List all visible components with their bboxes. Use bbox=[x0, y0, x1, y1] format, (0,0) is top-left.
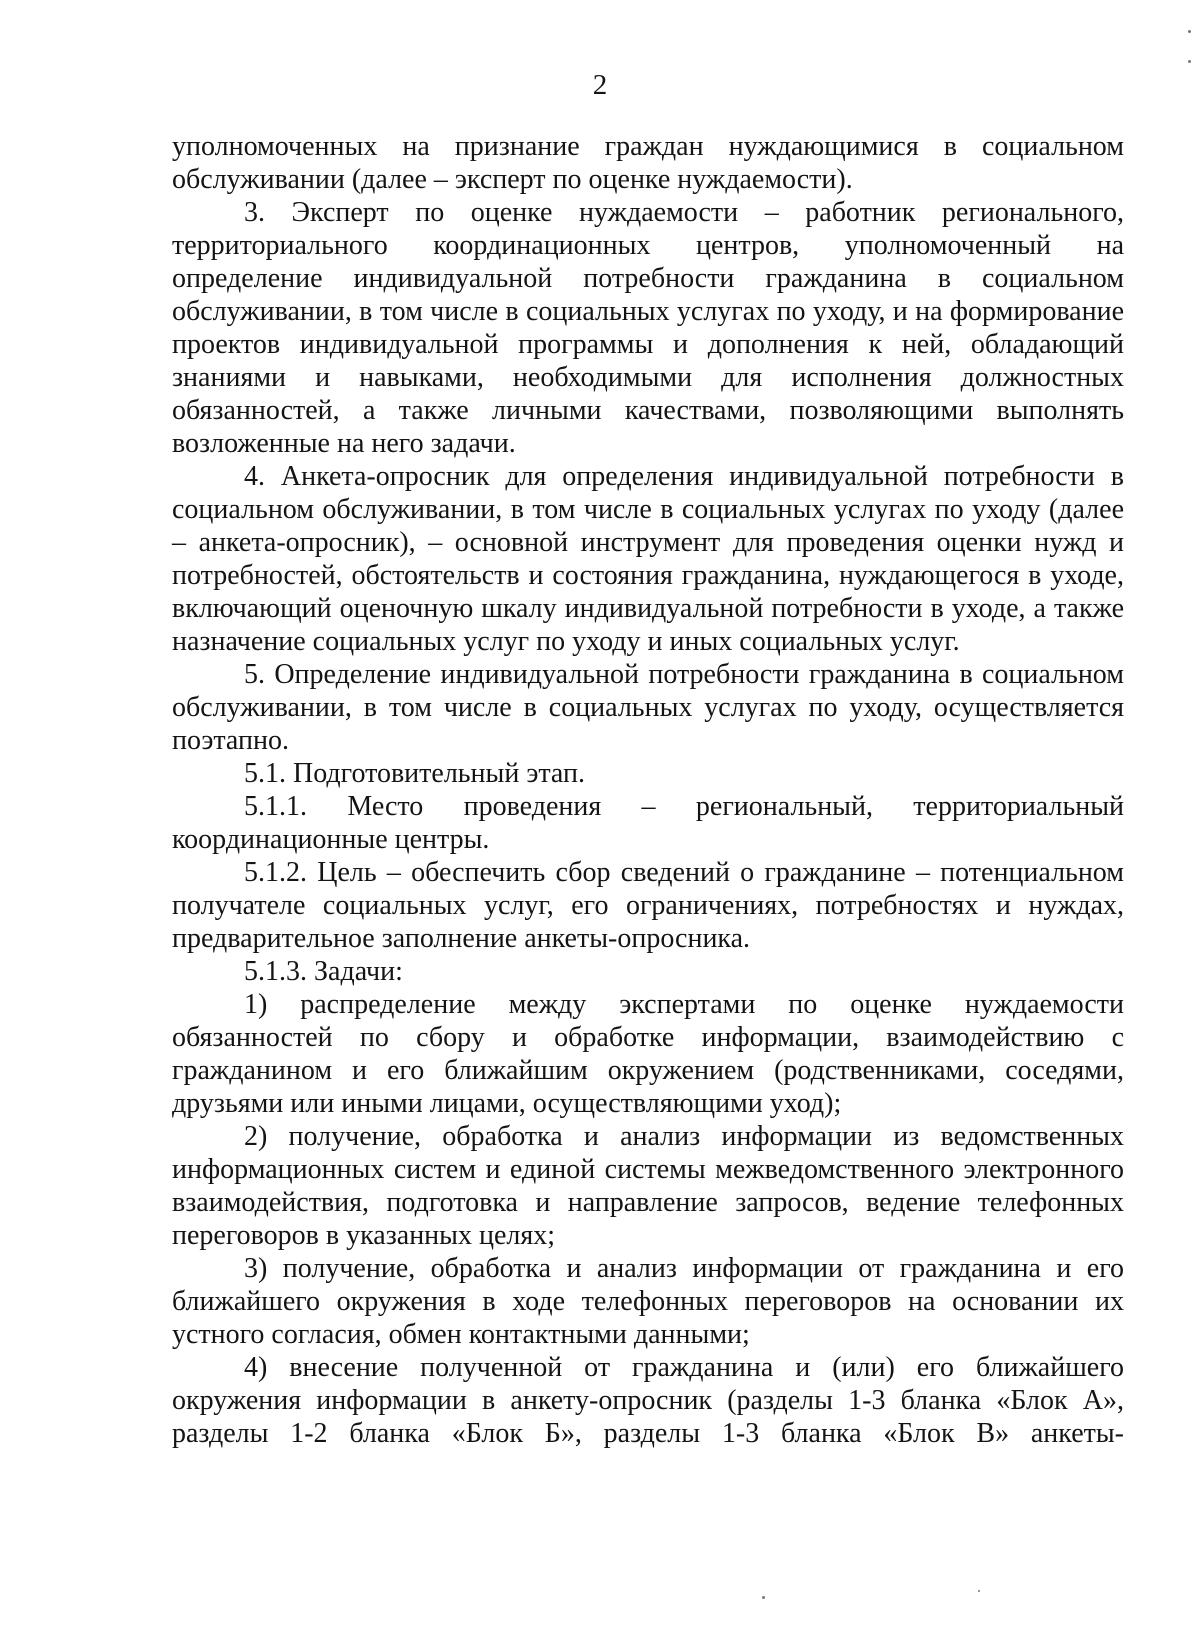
paragraph-item-5-1-3: 5.1.3. Задачи: bbox=[244, 956, 403, 987]
paragraph-task-3: 3) получение, обработка и анализ информации от гражданина и его ближайшего окружения в ходе телефонных переговоров на основании их устного согласия, обмен контактными данными; bbox=[172, 1253, 1124, 1350]
paragraph-task-2: 2) получение, обработка и анализ информации из ведомственных информационных систем и единой системы межведомственного электронного взаимодействия, подготовка и направление запросов, ведение телефонных переговоров в указанных целях; bbox=[172, 1121, 1124, 1251]
paragraph-item-5-1: 5.1. Подготовительный этап. bbox=[244, 758, 585, 789]
scan-speck bbox=[1188, 60, 1191, 63]
paragraph-item-4: 4. Анкета-опросник для определения индивидуальной потребности в социальном обслуживании, в том числе в социальных услугах по уходу (далее – анкета-опросник), – основной инструмент для проведения оценки нужд и потребностей, обстоятельств и состояния гражданина, нуждающегося в уходе, включающий оценочную шкалу индивидуальной потребности в уходе, а также назначение социальных услуг по уходу и иных социальных услуг. bbox=[172, 461, 1124, 657]
paragraph-task-4: 4) внесение полученной от гражданина и (или) его ближайшего окружения информации в анкету-опросник (разделы 1-3 бланка «Блок А», разделы 1-2 бланка «Блок Б», разделы 1-3 бланка «Блок В» анкеты- bbox=[172, 1352, 1124, 1449]
paragraph-item-5: 5. Определение индивидуальной потребности гражданина в социальном обслуживании, в том числе в социальных услугах по уходу, осуществляется поэтапно. bbox=[172, 659, 1124, 756]
body-text bbox=[172, 130, 1124, 1450]
page-number: 2 bbox=[592, 69, 608, 101]
scan-speck bbox=[978, 1590, 980, 1592]
paragraph-item-3: 3. Эксперт по оценке нуждаемости – работник регионального, территориального координационных центров, уполномоченный на определение индивидуальной потребности гражданина в социальном обслуживании, в том числе в социальных услугах по уходу, и на формирование проектов индивидуальной программы и дополнения к ней, обладающий знаниями и навыками, необходимыми для исполнения должностных обязанностей, а также личными качествами, позволяющими выполнять возложенные на него задачи. bbox=[172, 197, 1124, 459]
scan-speck bbox=[1188, 30, 1191, 33]
paragraph-item-5-1-2: 5.1.2. Цель – обеспечить сбор сведений о гражданине – потенциальном получателе социальных услуг, его ограничениях, потребностях и нуждах, предварительное заполнение анкеты-опросника. bbox=[172, 857, 1124, 954]
scan-speck bbox=[762, 1596, 765, 1599]
paragraph-continuation: уполномоченных на признание граждан нуждающимися в социальном обслуживании (далее – эксперт по оценке нуждаемости). bbox=[172, 131, 1124, 195]
paragraph-task-1: 1) распределение между экспертами по оценке нуждаемости обязанностей по сбору и обработке информации, взаимодействию с гражданином и его ближайшим окружением (родственниками, соседями, друзьями или иными лицами, осуществляющими уход); bbox=[172, 989, 1124, 1119]
paragraph-item-5-1-1: 5.1.1. Место проведения – региональный, территориальный координационные центры. bbox=[172, 791, 1124, 855]
